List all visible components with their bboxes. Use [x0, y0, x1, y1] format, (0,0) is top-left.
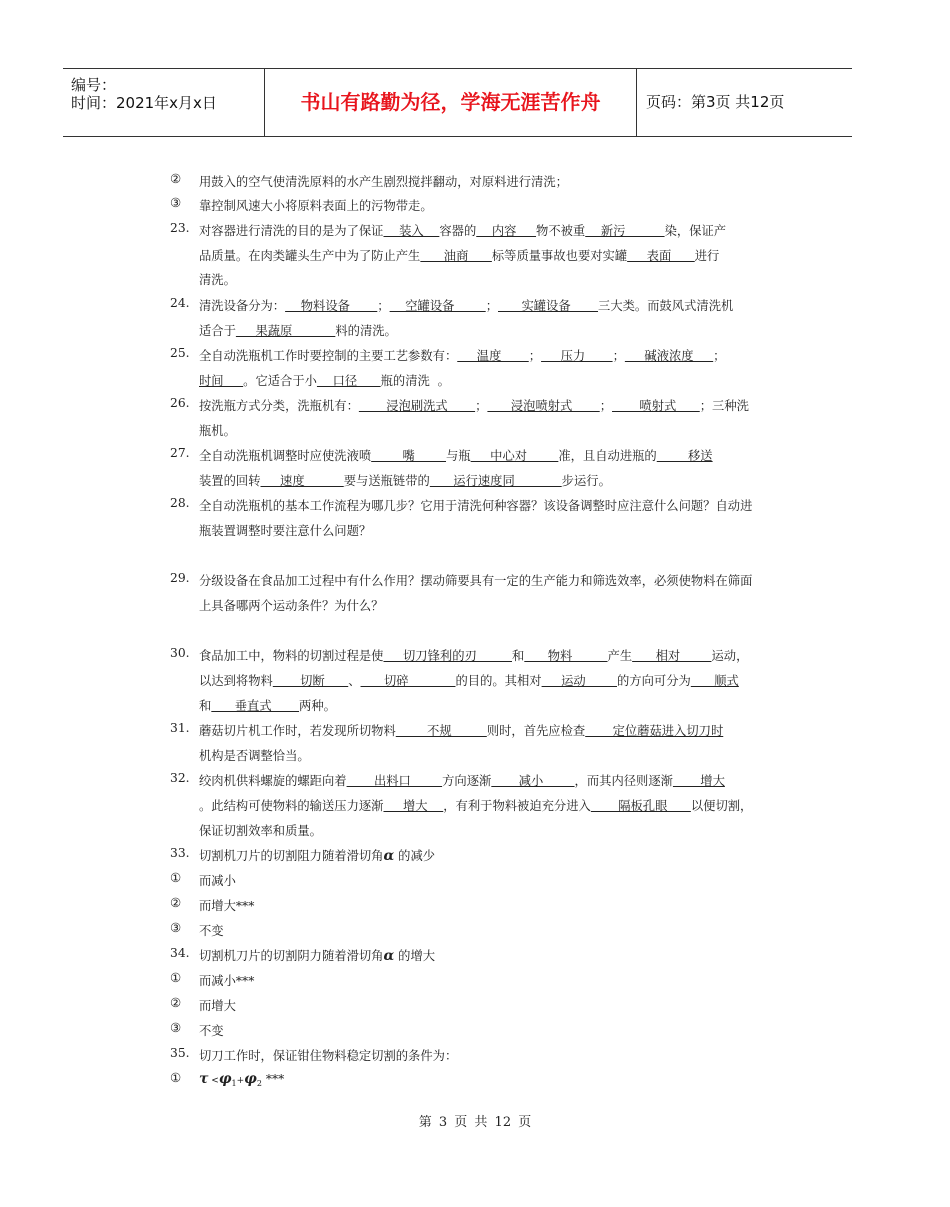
text-segment: 食品加工中，物料的切割过程是使: [199, 649, 384, 663]
answer-blank: 中心对: [470, 449, 559, 463]
item-number: 26.: [170, 396, 190, 410]
text-segment: 以达到将物料: [199, 674, 273, 688]
answer-blank: 相对: [632, 649, 712, 663]
text-segment: ***: [261, 1072, 285, 1086]
text-segment: 全自动洗瓶机的基本工作流程为哪几步？它用于清洗何种容器？该设备调整时应注意什么问题？自动进: [199, 499, 753, 513]
header-motto: 书山有路勤为径，学海无涯苦作舟: [265, 69, 637, 136]
answer-blank: 实罐设备: [498, 299, 599, 313]
line-text: [199, 321, 397, 339]
item-number: 24.: [170, 296, 190, 310]
text-segment: 方向逐渐: [442, 774, 492, 788]
text-segment: 而增大: [199, 999, 236, 1013]
text-segment: 瓶装置调整时要注意什么问题？: [199, 524, 372, 538]
answer-blank: 隔板孔眼: [590, 799, 691, 813]
line-text: [199, 346, 725, 364]
line-text: [199, 846, 435, 864]
text-segment: 品质量。在肉类罐头生产中为了防止产生: [199, 249, 421, 263]
line-text: [199, 221, 726, 239]
text-segment: 全自动洗瓶机调整时应使洗液喷: [199, 449, 372, 463]
line-text: [199, 771, 725, 789]
answer-blank: 物料: [524, 649, 608, 663]
text-segment: 对容器进行清洗的目的是为了保证: [199, 224, 384, 238]
answer-blank: 运行速度同: [429, 474, 562, 488]
text-segment: <: [208, 1076, 219, 1086]
answer-blank: 果蔬原: [235, 324, 336, 338]
text-segment: 准，且自动进瓶的: [558, 449, 657, 463]
line-text: [199, 1071, 284, 1087]
line-text: [199, 571, 752, 589]
text-segment: 的增大: [394, 949, 436, 963]
text-segment: 而减小***: [199, 974, 255, 988]
line-text: [199, 671, 739, 689]
math-symbol: φ: [244, 1071, 257, 1087]
line-text: [199, 696, 336, 714]
text-segment: 物不被重: [536, 224, 586, 238]
item-number: 27.: [170, 446, 190, 460]
line-text: [199, 646, 748, 664]
text-segment: ；: [475, 399, 488, 413]
line-text: [199, 971, 254, 989]
answer-blank: 顺式: [690, 674, 739, 688]
answer-blank: 时间: [199, 374, 244, 388]
answer-blank: 压力: [541, 349, 613, 363]
line-text: [199, 921, 224, 939]
item-number: 33.: [170, 846, 190, 860]
text-segment: 全自动洗瓶机工作时要控制的主要工艺参数有：: [199, 349, 458, 363]
answer-blank: 减小: [491, 774, 575, 788]
math-symbol: α: [383, 948, 395, 964]
answer-blank: 定位蘑菇进入切刀时: [585, 724, 724, 738]
page-header: [63, 68, 852, 137]
line-text: [199, 746, 310, 764]
item-number: ①: [170, 971, 182, 985]
text-segment: 染，保证产: [664, 224, 727, 238]
text-segment: 适合于: [199, 324, 236, 338]
item-number: ①: [170, 871, 182, 885]
text-segment: 标等质量事故也要对实罐: [491, 249, 628, 263]
time-label: 时间：2021年x月x日: [71, 94, 217, 112]
answer-blank: 嘴: [371, 449, 447, 463]
text-segment: ；: [599, 399, 613, 413]
text-segment: ；: [528, 349, 542, 363]
item-number: 23.: [170, 221, 190, 235]
item-number: ③: [170, 1021, 182, 1035]
answer-blank: 油商: [420, 249, 492, 263]
text-segment: 、: [348, 674, 361, 688]
text-segment: 和: [511, 649, 525, 663]
text-segment: 绞肉机供料螺旋的螺距向着: [199, 774, 347, 788]
line-text: [199, 821, 322, 839]
answer-blank: 浸泡喷射式: [487, 399, 600, 413]
item-number: ②: [170, 896, 182, 910]
answer-blank: 装入: [383, 224, 440, 238]
answer-blank: 浸泡刷洗式: [358, 399, 476, 413]
text-segment: 清洗设备分为：: [199, 299, 286, 313]
text-segment: 与瓶: [446, 449, 471, 463]
item-number: 32.: [170, 771, 190, 785]
text-segment: 以便切割，: [690, 799, 753, 813]
line-text: [199, 1021, 224, 1039]
text-segment: 进行: [694, 249, 720, 263]
answer-blank: 运动: [541, 674, 617, 688]
text-segment: ，有利于物料被迫充分进入: [443, 799, 591, 813]
page-footer: 第 3 页 共 12 页: [418, 1115, 532, 1130]
text-segment: 不变: [199, 924, 224, 938]
text-segment: 靠控制风速大小将原料表面上的污物带走。: [199, 199, 433, 213]
line-text: [199, 246, 719, 264]
item-number: 35.: [170, 1046, 190, 1060]
text-segment: 蘑菇切片机工作时，若发现所切物料: [199, 724, 396, 738]
text-segment: 容器的: [439, 224, 477, 238]
text-segment: 运动，: [711, 649, 749, 663]
line-text: [199, 996, 236, 1014]
line-text: [199, 871, 236, 889]
header-page-info: 页码：第3页 共12页: [646, 93, 785, 111]
text-segment: 瓶机。: [199, 424, 236, 438]
line-text: [199, 371, 450, 389]
text-segment: 切割机刀片的切割阴力随着滑切角: [199, 949, 384, 963]
item-number: ②: [170, 996, 182, 1010]
header-meta: [63, 69, 265, 136]
text-segment: 装置的回转: [199, 474, 261, 488]
text-segment: 按洗瓶方式分类，洗瓶机有：: [199, 399, 359, 413]
code-label: 编号：: [71, 76, 117, 94]
text-segment: 三大类。而鼓风式清洗机: [598, 299, 734, 313]
text-segment: 而减小: [199, 874, 236, 888]
text-segment: 和: [199, 699, 212, 713]
text-segment: ；: [713, 349, 726, 363]
answer-blank: 增大: [383, 799, 444, 813]
answer-blank: 增大: [672, 774, 725, 788]
text-segment: ；: [612, 349, 625, 363]
text-segment: 1: [231, 1079, 237, 1088]
line-text: [199, 496, 752, 514]
math-symbol: α: [383, 848, 395, 864]
item-number: ②: [170, 172, 182, 186]
line-text: [199, 1046, 457, 1064]
line-text: [199, 446, 713, 464]
text-segment: 两种。: [299, 699, 336, 713]
line-text: [199, 270, 236, 288]
text-segment: 保证切割效率和质量。: [199, 824, 322, 838]
answer-blank: 温度: [457, 349, 529, 363]
answer-blank: 切断: [272, 674, 349, 688]
text-segment: 不变: [199, 1024, 224, 1038]
text-segment: 切刀工作时，保证钳住物料稳定切割的条件为：: [199, 1049, 458, 1063]
math-symbol: τ: [199, 1071, 209, 1087]
item-number: 28.: [170, 496, 190, 510]
answer-blank: 口径: [316, 374, 381, 388]
line-text: [199, 296, 733, 314]
item-number: 31.: [170, 721, 190, 735]
text-segment: 则时，首先应检查: [486, 724, 586, 738]
line-text: [199, 196, 433, 214]
text-segment: 的方向可分为: [617, 674, 691, 688]
answer-blank: 喷射式: [612, 399, 700, 413]
text-segment: 步运行。: [561, 474, 611, 488]
text-segment: 上具备哪两个运动条件？为什么？: [199, 599, 384, 613]
text-segment: 。此结构可使物料的输送压力逐渐: [199, 799, 384, 813]
text-segment: ，而其内径则逐渐: [574, 774, 673, 788]
answer-blank: 碱液浓度: [624, 349, 714, 363]
line-text: [199, 946, 435, 964]
math-symbol: φ: [218, 1071, 232, 1087]
item-number: 30.: [170, 646, 190, 660]
text-segment: 瓶的清洗 。: [380, 374, 450, 388]
line-text: [199, 796, 752, 814]
item-number: 25.: [170, 346, 190, 360]
line-text: [199, 521, 371, 539]
text-segment: 的目的。其相对: [455, 674, 542, 688]
item-number: ③: [170, 196, 182, 210]
answer-blank: 物料设备: [285, 299, 378, 313]
text-segment: 2: [256, 1079, 262, 1088]
line-text: [199, 721, 723, 739]
text-segment: 要与送瓶链带的: [343, 474, 430, 488]
line-text: [199, 421, 236, 439]
line-text: [199, 172, 568, 190]
text-segment: 切割机刀片的切割阻力随着滑切角: [199, 849, 384, 863]
answer-blank: 表面: [627, 249, 695, 263]
text-segment: 分级设备在食品加工过程中有什么作用？摆动筛要具有一定的生产能力和筛选效率，必须使物料在筛面: [199, 574, 753, 588]
text-segment: 料的清洗。: [335, 324, 397, 338]
text-segment: +: [236, 1076, 245, 1086]
answer-blank: 切刀锋利的刃: [383, 649, 512, 663]
line-text: [199, 596, 383, 614]
text-segment: 的减少: [394, 849, 436, 863]
answer-blank: 垂直式: [211, 699, 300, 713]
text-segment: 用鼓入的空气使清洗原料的水产生剧烈搅拌翻动，对原料进行清洗；: [199, 175, 568, 189]
item-number: ①: [170, 1071, 182, 1085]
item-number: 34.: [170, 946, 190, 960]
text-segment: 清洗。: [199, 273, 236, 287]
text-segment: ；: [377, 299, 390, 313]
line-text: [199, 471, 611, 489]
answer-blank: 速度: [260, 474, 344, 488]
answer-blank: 不规: [395, 724, 487, 738]
answer-blank: 出料口: [346, 774, 443, 788]
text-segment: 机构是否调整恰当。: [199, 749, 310, 763]
answer-blank: 切碎: [360, 674, 456, 688]
text-segment: ；: [485, 299, 498, 313]
item-number: 29.: [170, 571, 190, 585]
answer-blank: 内容: [476, 224, 537, 238]
line-text: [199, 896, 254, 914]
line-text: [199, 396, 749, 414]
text-segment: 产生: [607, 649, 633, 663]
text-segment: 。它适合于小: [243, 374, 317, 388]
text-segment: ；三种洗: [699, 399, 749, 413]
item-number: ③: [170, 921, 182, 935]
answer-blank: 空罐设备: [389, 299, 486, 313]
text-segment: 而增大***: [199, 899, 255, 913]
answer-blank: 新污: [585, 224, 665, 238]
answer-blank: 移送: [656, 449, 713, 463]
